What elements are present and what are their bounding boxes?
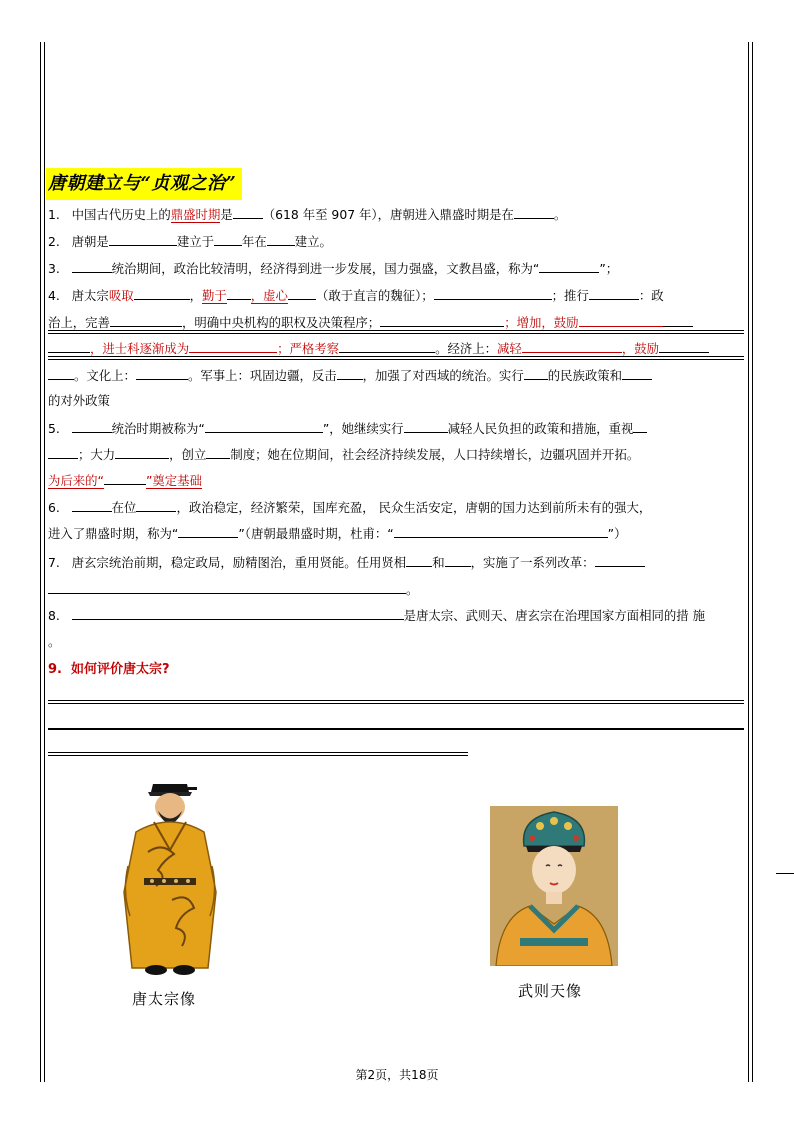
answer-rule (48, 752, 468, 756)
question-8-line-2: 。 (48, 634, 61, 649)
blank[interactable] (514, 205, 554, 219)
blank[interactable] (227, 286, 251, 300)
double-rule (48, 330, 744, 334)
page-footer: 第2页，共18页 (355, 1068, 439, 1082)
blank[interactable] (404, 419, 448, 433)
blank[interactable] (48, 445, 78, 459)
blank[interactable] (104, 471, 146, 485)
question-3: 3. 统治期间，政治比较清明，经济得到进一步发展，国力强盛，文教昌盛，称为“ ”； (48, 261, 619, 276)
question-6: 6. 在位 ，政治稳定，经济繁荣，国库充盈， 民众生活安定，唐朝的国力达到前所未有的强大， (48, 500, 652, 515)
right-margin-line-inner (752, 42, 753, 1082)
blank[interactable] (206, 445, 230, 459)
blank[interactable] (72, 419, 112, 433)
question-6-line-2: 进入了鼎盛时期，称为“ ”（唐朝最鼎盛时期，杜甫：“ ”） (48, 526, 627, 541)
blank[interactable] (267, 232, 295, 246)
blank[interactable] (109, 232, 177, 246)
blank[interactable] (178, 524, 238, 538)
answer-text: 鼎盛时期 (170, 207, 221, 222)
blank[interactable] (622, 366, 652, 380)
blank[interactable] (663, 313, 693, 327)
answer-text: 吸取 (108, 288, 134, 303)
blank[interactable] (72, 259, 112, 273)
blank[interactable] (48, 339, 90, 353)
blank[interactable] (48, 580, 406, 594)
question-8: 8. 是唐太宗、武则天、唐玄宗在治理国家方面相同的措 施 (48, 608, 705, 623)
answer-text: ”奠定基础 (145, 473, 202, 488)
question-7: 7. 唐玄宗统治前期，稳定政局，励精图治，重用贤能。任用贤相 和 ，实施了一系列改革： (48, 553, 746, 572)
answer-text: ，进士科逐渐成为 (90, 341, 190, 356)
answer-text: ；增加 (504, 315, 542, 330)
blank[interactable] (136, 366, 188, 380)
answer-text: 为后来的“ (48, 473, 104, 488)
answer-text: ，虚心 (250, 288, 288, 303)
blank[interactable] (134, 286, 190, 300)
answer-text: 勤于 (202, 288, 227, 303)
blank[interactable] (189, 339, 277, 353)
question-2: 2. 唐朝是 建立于 年在 建立。 (48, 234, 332, 249)
left-margin-line (40, 42, 41, 1082)
blank[interactable] (339, 339, 435, 353)
question-7-line-2: 。 (48, 580, 746, 599)
blank[interactable] (72, 498, 112, 512)
blank[interactable] (579, 313, 663, 327)
blank[interactable] (589, 286, 639, 300)
blank[interactable] (233, 205, 263, 219)
answer-rule (48, 700, 744, 704)
question-9: 9. 如何评价唐太宗? (48, 662, 170, 677)
blank[interactable] (205, 419, 323, 433)
blank[interactable] (214, 232, 242, 246)
blank[interactable] (595, 553, 645, 567)
blank[interactable] (136, 498, 176, 512)
side-tick (776, 873, 794, 874)
question-5: 5. 统治时期被称为“ ”，她继续实行 减轻人民负担的政策和措施，重视 (48, 419, 746, 438)
blank[interactable] (539, 259, 599, 273)
question-4-line-2: 治上，完善 ，明确中央机构的职权及决策程序； ；增加，鼓励 (48, 313, 746, 332)
blank[interactable] (288, 286, 316, 300)
blank[interactable] (337, 366, 363, 380)
wuzetian-caption: 武则天像 (518, 982, 583, 1000)
question-4-line-3: ，进士科逐渐成为 ；严格考察 。经济上：减轻 ，鼓励 (48, 339, 746, 358)
question-4: 4. 唐太宗吸取 ，勤于 ，虚心 （敢于直言的魏征）； ；推行 ：政 (48, 288, 664, 303)
answer-text: ；严格考察 (277, 341, 340, 356)
blank[interactable] (72, 606, 404, 620)
question-1: 1. 中国古代历史上的鼎盛时期是 （618 年至 907 年），唐朝进入鼎盛时期是在 。 (48, 207, 567, 222)
answer-text: 减轻 (497, 341, 522, 356)
blank[interactable] (394, 524, 608, 538)
blank[interactable] (406, 553, 432, 567)
section-title: 唐朝建立与“贞观之治” (46, 168, 242, 200)
left-margin-line-inner (44, 42, 45, 1082)
blank[interactable] (380, 313, 504, 327)
blank[interactable] (445, 553, 471, 567)
blank[interactable] (434, 286, 552, 300)
blank[interactable] (522, 339, 622, 353)
blank[interactable] (659, 339, 709, 353)
blank[interactable] (110, 313, 182, 327)
taizong-caption: 唐太宗像 (132, 990, 197, 1008)
question-4-line-5: 的对外政策 (48, 393, 110, 408)
question-5-line-2: ；大力 ，创立 制度；她在位期间，社会经济持续发展，人口持续增长，边疆巩固并开拓。 (48, 445, 746, 464)
answer-rule (48, 728, 744, 730)
blank[interactable] (633, 419, 647, 433)
question-5-line-3 (48, 471, 746, 490)
tang-taizong-portrait (118, 782, 222, 978)
answer-text: ，鼓励 (541, 315, 579, 330)
blank[interactable] (524, 366, 548, 380)
double-rule (48, 356, 744, 360)
blank[interactable] (48, 366, 74, 380)
answer-text: ，鼓励 (621, 341, 659, 356)
wu-zetian-portrait (490, 806, 618, 966)
right-margin-line (748, 42, 749, 1082)
question-4-line-4: 。文化上： 。军事上：巩固边疆，反击 ，加强了对西域的统治。实行 的民族政策和 (48, 366, 746, 385)
blank[interactable] (115, 445, 169, 459)
